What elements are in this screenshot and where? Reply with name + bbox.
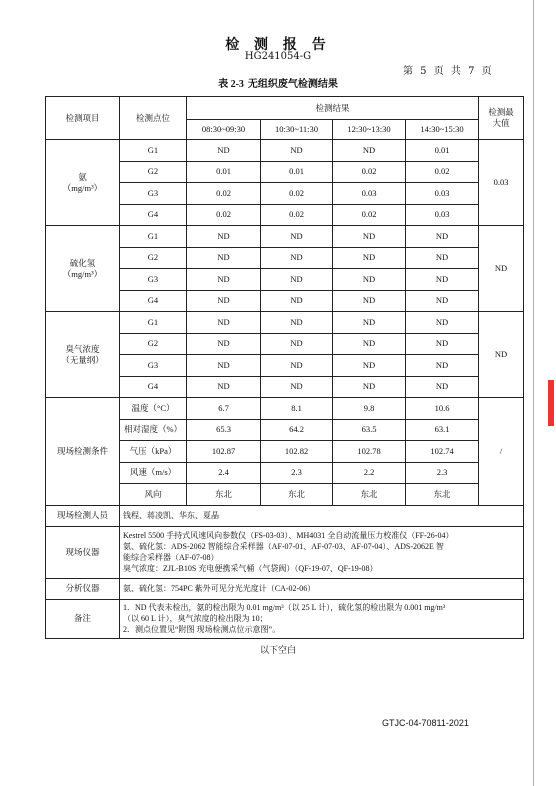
value-cell: ND	[333, 226, 406, 248]
header-point: 检测点位	[120, 97, 187, 140]
value-cell: ND	[187, 376, 261, 398]
field-instrument-line: 臭气浓度：ZJL-B10S 充电便携采气桶（气袋阀）（QF-19-07、QF-19-08）	[123, 564, 378, 573]
value-cell: 0.01	[187, 161, 261, 183]
condition-value: 102.78	[333, 441, 406, 463]
header-time: 14:30~15:30	[406, 120, 479, 140]
report-number: HG241054-G	[244, 51, 312, 62]
blank-below-note: 以下空白	[259, 646, 296, 656]
data-row	[46, 312, 524, 334]
condition-value: 2.2	[333, 462, 406, 484]
condition-value: 东北	[333, 484, 406, 506]
condition-value: 2.3	[406, 462, 479, 484]
condition-row	[46, 398, 524, 420]
condition-param: 温度（°C）	[120, 398, 187, 420]
lab-instruments-row	[46, 578, 524, 599]
condition-value: 64.2	[261, 419, 333, 441]
personnel-value: 钱程、蒋凌凯、华东、夏晶	[120, 505, 524, 526]
condition-value: 102.87	[187, 441, 261, 463]
table-caption	[0, 75, 556, 90]
value-cell: ND	[406, 376, 479, 398]
conditions-max: /	[479, 398, 524, 506]
condition-value: 65.3	[187, 419, 261, 441]
remark-line: 1．ND 代表未检出，氨的检出限为 0.01 mg/m³（以 25 L 计），硫化氢的检出限为 0.001 mg/m³	[123, 603, 446, 612]
value-cell: ND	[261, 247, 333, 269]
value-cell: ND	[187, 247, 261, 269]
value-cell: 0.03	[333, 183, 406, 205]
value-cell: ND	[406, 333, 479, 355]
field-instruments-value	[120, 526, 524, 578]
item-cell	[46, 140, 120, 226]
footer-code: GTJC-04-70811-2021	[382, 718, 469, 728]
point-cell: G1	[120, 140, 187, 162]
condition-param: 风速（m/s）	[120, 462, 187, 484]
table-caption-number: 表 2-3	[218, 79, 244, 90]
value-cell: ND	[261, 376, 333, 398]
value-cell: ND	[187, 226, 261, 248]
results-table-body	[46, 97, 524, 639]
condition-param: 气压（kPa）	[120, 441, 187, 463]
scan-edge-line	[533, 0, 534, 786]
scan-edge-mark	[548, 380, 554, 426]
value-cell: 0.02	[333, 204, 406, 226]
condition-value: 东北	[406, 484, 479, 506]
remarks-row	[46, 599, 524, 638]
condition-value: 10.6	[406, 398, 479, 420]
condition-value: 2.4	[187, 462, 261, 484]
point-cell: G1	[120, 226, 187, 248]
results-table	[45, 96, 524, 639]
data-row	[46, 140, 524, 162]
value-cell: ND	[261, 140, 333, 162]
point-cell: G1	[120, 312, 187, 334]
value-cell: ND	[187, 290, 261, 312]
value-cell: ND	[333, 312, 406, 334]
point-cell: G2	[120, 247, 187, 269]
field-instrument-line: 能综合采样器（AF-07-08）	[123, 553, 219, 562]
point-cell: G3	[120, 183, 187, 205]
value-cell: 0.03	[406, 204, 479, 226]
condition-value: 8.1	[261, 398, 333, 420]
value-cell: ND	[261, 355, 333, 377]
item-name: 硫化氢	[69, 257, 96, 268]
point-cell: G4	[120, 204, 187, 226]
condition-value: 63.1	[406, 419, 479, 441]
table-caption-text: 无组织废气检测结果	[247, 79, 338, 90]
header-time: 10:30~11:30	[261, 120, 333, 140]
value-cell: 0.03	[406, 183, 479, 205]
value-cell: ND	[261, 312, 333, 334]
field-instrument-line: Kestrel 5500 手持式风速风向参数仪（FS-03-03）、MH4031 全自动流量压力校准仪（FF-26-04）	[123, 531, 454, 540]
max-cell: ND	[479, 226, 524, 312]
value-cell: ND	[333, 269, 406, 291]
value-cell: ND	[406, 290, 479, 312]
header-time: 08:30~09:30	[187, 120, 261, 140]
page-info: 第 5 页 共 7 页	[403, 66, 494, 77]
field-instruments-label: 现场仪器	[46, 526, 120, 578]
value-cell: 0.02	[333, 161, 406, 183]
point-cell: G2	[120, 161, 187, 183]
data-row	[46, 226, 524, 248]
personnel-label: 现场检测人员	[46, 505, 120, 526]
lab-instruments-label: 分析仪器	[46, 578, 120, 599]
value-cell: 0.01	[261, 161, 333, 183]
condition-value: 东北	[261, 484, 333, 506]
condition-value: 东北	[187, 484, 261, 506]
value-cell: ND	[333, 355, 406, 377]
remark-line: 2．测点位置见“附图 现场检测点位示意图”。	[123, 625, 281, 634]
condition-value: 2.3	[261, 462, 333, 484]
value-cell: ND	[406, 247, 479, 269]
report-title: 检 测 报 告	[225, 37, 331, 53]
condition-value: 6.7	[187, 398, 261, 420]
value-cell: ND	[187, 355, 261, 377]
remarks-value	[120, 599, 524, 638]
value-cell: 0.01	[406, 140, 479, 162]
personnel-row	[46, 505, 524, 526]
header-max: 检测最大值	[479, 97, 524, 140]
item-unit: （mg/m³）	[62, 182, 103, 193]
item-unit: （mg/m³）	[62, 268, 103, 279]
remarks-label: 备注	[46, 599, 120, 638]
value-cell: 0.02	[187, 204, 261, 226]
header-time: 12:30~13:30	[333, 120, 406, 140]
condition-value: 102.74	[406, 441, 479, 463]
point-cell: G2	[120, 333, 187, 355]
value-cell: 0.02	[406, 161, 479, 183]
conditions-label: 现场检测条件	[46, 398, 120, 506]
value-cell: ND	[406, 226, 479, 248]
max-cell: ND	[479, 312, 524, 398]
value-cell: ND	[261, 333, 333, 355]
value-cell: ND	[333, 247, 406, 269]
value-cell: ND	[406, 355, 479, 377]
item-cell	[46, 226, 120, 312]
value-cell: ND	[333, 333, 406, 355]
value-cell: ND	[261, 269, 333, 291]
instruments-row	[46, 526, 524, 578]
value-cell: ND	[333, 376, 406, 398]
condition-value: 102.82	[261, 441, 333, 463]
value-cell: ND	[406, 312, 479, 334]
point-cell: G3	[120, 355, 187, 377]
value-cell: ND	[406, 269, 479, 291]
point-cell: G4	[120, 376, 187, 398]
value-cell: ND	[261, 226, 333, 248]
header-row	[46, 97, 524, 120]
value-cell: 0.02	[261, 183, 333, 205]
condition-value: 9.8	[333, 398, 406, 420]
value-cell: ND	[261, 290, 333, 312]
condition-param: 相对湿度（%）	[120, 419, 187, 441]
item-unit: （无量纲）	[61, 354, 104, 365]
lab-instruments-value: 氨、硫化氢：754PC 紫外可见分光光度计（CA-02-06）	[120, 578, 524, 599]
value-cell: ND	[333, 140, 406, 162]
remark-line: （以 60 L 计），臭气浓度的检出限为 10；	[123, 614, 268, 623]
field-instrument-line: 氨、硫化氢：ADS-2062 智能综合采样器（AF-07-01、AF-07-03、AF-07-04）、ADS-2062E 智	[123, 542, 444, 551]
item-name: 氨	[78, 171, 87, 182]
header-item: 检测项目	[46, 97, 120, 140]
condition-param: 风向	[120, 484, 187, 506]
condition-value: 63.5	[333, 419, 406, 441]
value-cell: ND	[187, 312, 261, 334]
header-results: 检测结果	[187, 97, 479, 120]
max-cell: 0.03	[479, 140, 524, 226]
item-cell	[46, 312, 120, 398]
value-cell: ND	[187, 333, 261, 355]
item-name: 臭气浓度	[65, 343, 100, 354]
value-cell: ND	[187, 269, 261, 291]
value-cell: 0.02	[261, 204, 333, 226]
value-cell: ND	[333, 290, 406, 312]
point-cell: G3	[120, 269, 187, 291]
value-cell: ND	[187, 140, 261, 162]
value-cell: 0.02	[187, 183, 261, 205]
point-cell: G4	[120, 290, 187, 312]
